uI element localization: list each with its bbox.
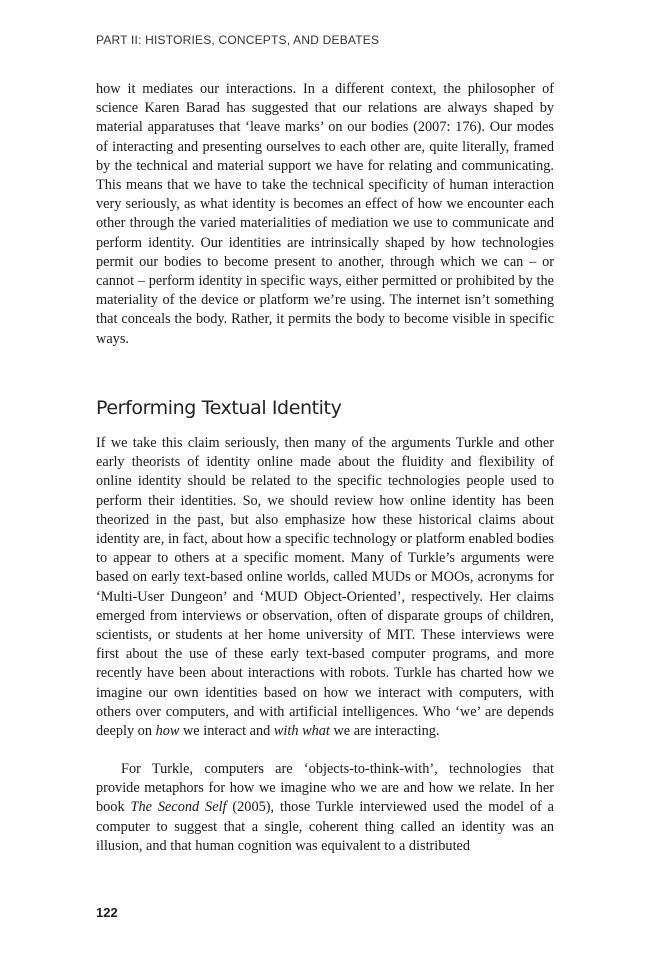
paragraph-1: how it mediates our interactions. In a different context, the philosopher of science Karen Barad has suggested that our relations are always shaped by material apparatuses that ‘leave marks’ on our bodies (2007: 176). Our modes of interacting and presenting ourselves to each other are, quite literally, framed by the technical and material support we have for relating and communicating. This means that we have to take the technical specificity of human interaction very seriously, as what identity is becomes an effect of how we encounter each other through the varied materialities of mediation we use to communicate and perform identity. Our identities are intrinsically shaped by how technologies permit our bodies to become present to another, through which we can – or cannot – perform identity in specific ways, either permitted or prohibited by the materiality of the device or platform we’re using. The internet isn’t something that conceals the body. Rather, it permits the body to become visible in specific ways. (96, 81, 554, 347)
paragraph-3-text: For Turkle, computers are ‘objects-to-think-with’, technologies that provide metaphors for how we imagine who we are and how we relate. In her book (96, 761, 554, 816)
paragraph-3-text-end: (2005), those Turkle interviewed used the model of a computer to suggest that a single, coherent thing called an identity was an illusion, and that human cognition was equivalent to a distributed (96, 799, 554, 854)
paragraph-2-text: If we take this claim seriously, then many of the arguments Turkle and other early theorists of identity online made about the fluidity and flexibility of online identity should be related to the specific technologies people used to perform their identities. So, we should review how online identity has been theorized in the past, but also emphasize how these historical claims about identity are, in fact, about how a specific technology or platform enabled bodies to appear to others at a specific moment. Many of Turkle’s arguments were based on early text-based online worlds, called MUDs or MOOs, acronyms for ‘Multi-User Dungeon’ and ‘MUD Object-Oriented’, respectively. Her claims emerged from interviews or observation, often of disparate groups of children, scientists, or students at her home university of MIT. These interviews were first about the use of these early text-based computer programs, and more recently have been about interactions with robots. Turkle has charted how we imagine our own identities based on how we interact with computers, with others over computers, and with artificial intelligences. Who ‘we’ are depends deeply on (96, 435, 554, 740)
book-title: The Second Self (130, 799, 227, 816)
paragraph-2-text-mid: we interact and (179, 723, 274, 740)
paragraph-3 (96, 760, 554, 856)
page-number: 122 (96, 905, 118, 920)
paragraph-2-emphasis-how: how (155, 723, 180, 740)
running-head: PART II: HISTORIES, CONCEPTS, AND DEBATES (96, 33, 380, 47)
paragraph-2 (96, 434, 554, 741)
paragraph-2-text-end: we are interacting. (329, 723, 440, 740)
paragraph-2-emphasis-with-what: with what (273, 723, 330, 740)
section-heading: Performing Textual Identity (96, 397, 342, 419)
